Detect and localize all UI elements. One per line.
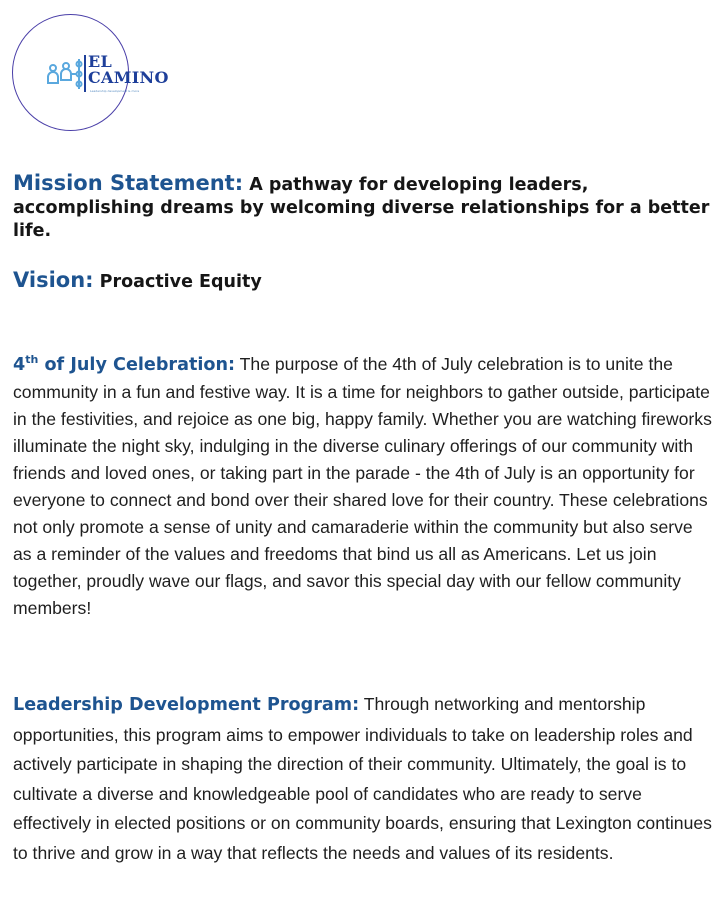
july-text: The purpose of the 4th of July celebration is to unite the community in a fun and festive way. It is a time for neighbors to gather outside, participate in the festivities, and rejoice as one big, happy family. Whether you are watching fireworks illuminate the night sky, indulging in the diverse culinary offerings of our community with friends and loved ones, or taking part in the parade - the 4th of July is an opportunity for everyone to connect and bond over their shared love for their country. These celebrations not only promote a sense of unity and camaraderie within the community but also serve as a reminder of the values and freedoms that bind us all as Americans. Let us join together, proudly wave our flags, and savor this special day with our fellow community members! [13, 353, 712, 618]
vision-text: Proactive Equity [99, 272, 262, 292]
logo-line-2: CAMINO [88, 68, 169, 87]
july-label [13, 355, 235, 375]
logo-line-1: EL [88, 52, 113, 71]
july-label-suffix: th [25, 353, 39, 366]
mission-text: A pathway for developing leaders, accomplishing dreams by welcoming diverse relationships for a better life. [13, 175, 710, 241]
july-label-number: 4 [13, 354, 26, 375]
people-network-icon [46, 56, 84, 92]
logo-wordmark [88, 54, 169, 86]
leadership-program-section [13, 690, 715, 868]
vision-statement [13, 268, 262, 292]
logo-divider [84, 55, 86, 92]
july-label-rest: of July Celebration: [38, 354, 236, 375]
leadership-label: Leadership Development Program: [13, 695, 360, 715]
mission-label: Mission Statement: [13, 171, 244, 195]
july-celebration-section [13, 346, 715, 622]
logo-tagline: Leadership development & more [90, 89, 140, 93]
mission-statement [13, 172, 713, 243]
leadership-text: Through networking and mentorship opportunities, this program aims to empower individuals to take on leadership roles and actively participate in shaping the direction of their community. Ultimately, the goal is to cultivate a diverse and knowledgeable pool of candidates who are ready to serve effectively in elected positions or on community boards, ensuring that Lexington continues to thrive and grow in a way that reflects the needs and values of its residents. [13, 694, 712, 863]
vision-label: Vision: [13, 268, 94, 292]
